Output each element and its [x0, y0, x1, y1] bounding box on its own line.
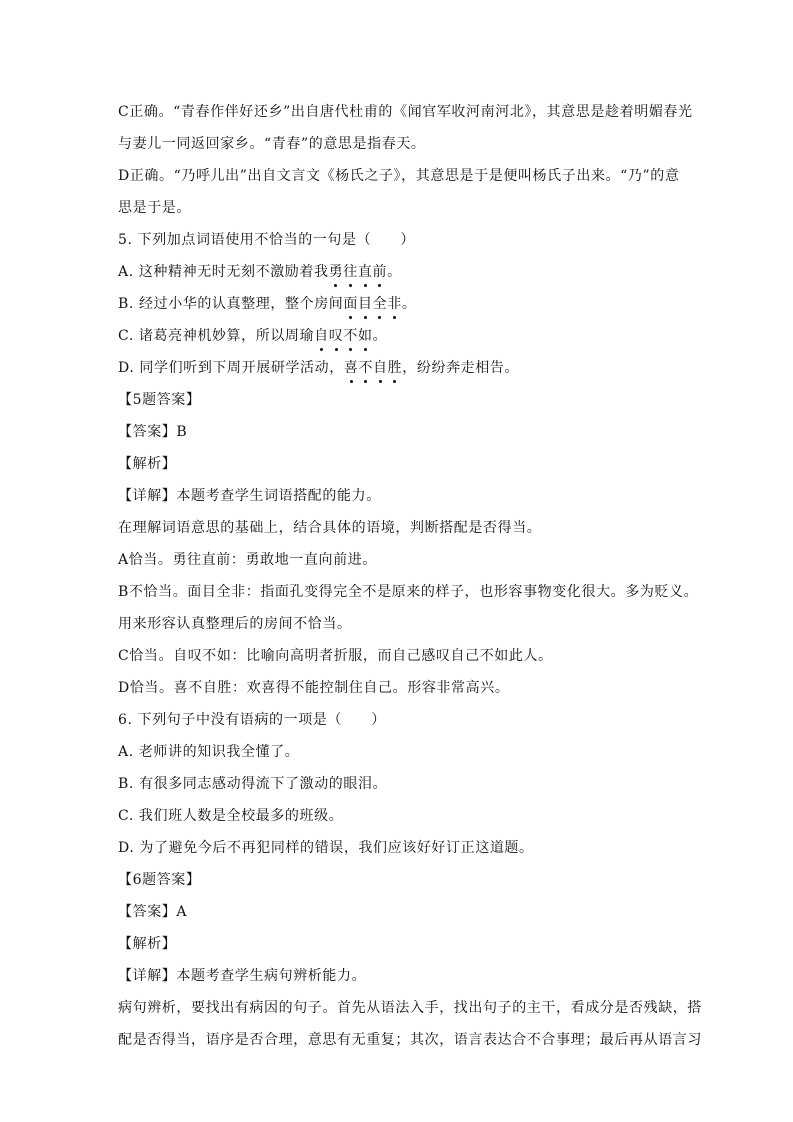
- text-line: C正确。“青春作伴好还乡”出自唐代杜甫的《闻官军收河南河北》，其意思是趁着明媚春光: [118, 104, 693, 120]
- emphasis-dotted-char: 喜: [343, 360, 359, 376]
- explanation-line: 【详解】本题考查学生病句辨析能力。: [118, 968, 367, 984]
- dotted-phrase: [314, 328, 372, 344]
- explanation-line: A恰当。勇往直前：勇敢地一直向前进。: [118, 552, 377, 568]
- answer-line: 【答案】A: [118, 904, 188, 920]
- emphasis-dotted-char: 不: [343, 328, 358, 344]
- option-text: C. 诸葛亮神机妙算，所以周瑜: [118, 328, 315, 344]
- explanation-line: 在理解词语意思的基础上，结合具体的语境，判断搭配是否得当。: [118, 520, 542, 536]
- emphasis-dotted-char: 直: [357, 264, 373, 280]
- option-text: 。: [372, 328, 388, 344]
- explanation-line: B不恰当。面目全非：指面孔变得完全不是原来的样子，也形容事物变化很大。多为贬义。: [118, 584, 699, 600]
- emphasis-dotted-char: 不: [358, 360, 374, 376]
- q6-option-b: B. 有很多同志感动得流下了激动的眼泪。: [118, 776, 388, 792]
- analysis-heading: 【解析】: [118, 936, 177, 952]
- q6-option-d: D. 为了避免今后不再犯同样的错误，我们应该好好订正这道题。: [118, 840, 534, 856]
- emphasis-dotted-char: 勇: [328, 264, 344, 280]
- q5-option-c: [118, 326, 387, 346]
- emphasis-dotted-char: 自: [314, 328, 329, 344]
- emphasis-dotted-char: 胜: [387, 360, 403, 376]
- explanation-line: 配是否得当，语序是否合理，意思有无重复；其次，语言表达合不合事理；最后再从语言习: [118, 1032, 702, 1048]
- answer-heading: 【6题答案】: [118, 872, 201, 888]
- text-line: 思是于是。: [118, 200, 191, 216]
- option-text: D. 同学们听到下周开展研学活动，: [118, 360, 344, 376]
- explanation-line: 用来形容认真整理后的房间不恰当。: [118, 616, 352, 632]
- emphasis-dotted-char: 叹: [328, 328, 344, 344]
- emphasis-dotted-char: 如: [357, 328, 373, 344]
- answer-heading: 【5题答案】: [118, 392, 201, 408]
- emphasis-dotted-char: 面: [343, 296, 358, 312]
- emphasis-dotted-char: 目: [358, 296, 373, 312]
- answer-line: 【答案】B: [118, 424, 188, 440]
- text-line: 与妻儿一同返回家乡。“青春”的意思是指春天。: [118, 136, 426, 152]
- q6-option-a: A. 老师讲的知识我全懂了。: [118, 744, 300, 760]
- q5-option-a: [118, 262, 402, 282]
- dotted-phrase: [343, 296, 401, 312]
- emphasis-dotted-char: 自: [373, 360, 388, 376]
- option-text: B. 经过小华的认真整理，整个房间: [118, 296, 344, 312]
- emphasis-dotted-char: 前: [372, 264, 388, 280]
- option-text: A. 这种精神无时无刻不激励着我: [118, 264, 329, 280]
- explanation-line: 【详解】本题考查学生词语搭配的能力。: [118, 488, 381, 504]
- q5-option-d: [118, 358, 519, 378]
- analysis-heading: 【解析】: [118, 456, 177, 472]
- explanation-line: C恰当。自叹不如：比喻向高明者折服，而自己感叹自己不如此人。: [118, 648, 553, 664]
- q6-option-c: C. 我们班人数是全校最多的班级。: [118, 808, 344, 824]
- option-text: 。: [401, 296, 417, 312]
- explanation-line: 病句辨析，要找出有病因的句子。首先从语法入手，找出句子的主干，看成分是否残缺，搭: [118, 1000, 702, 1016]
- explanation-line: D恰当。喜不自胜：欢喜得不能控制住自己。形容非常高兴。: [118, 680, 510, 696]
- emphasis-dotted-char: 往: [343, 264, 358, 280]
- text-line: D正确。“乃呼儿出”出自文言文《杨氏之子》，其意思是于是便叫杨氏子出来。“乃”的意: [118, 168, 680, 184]
- option-text: 。: [387, 264, 402, 280]
- emphasis-dotted-char: 全: [372, 296, 388, 312]
- dotted-phrase: [344, 360, 402, 376]
- q5-option-b: [118, 294, 416, 314]
- dotted-phrase: [329, 264, 387, 280]
- question-5-stem: 5. 下列加点词语使用不恰当的一句是（ ）: [118, 232, 416, 248]
- emphasis-dotted-char: 非: [387, 296, 402, 312]
- option-text: ，纷纷奔走相告。: [402, 360, 520, 376]
- question-6-stem: 6. 下列句子中没有语病的一项是（ ）: [118, 712, 386, 728]
